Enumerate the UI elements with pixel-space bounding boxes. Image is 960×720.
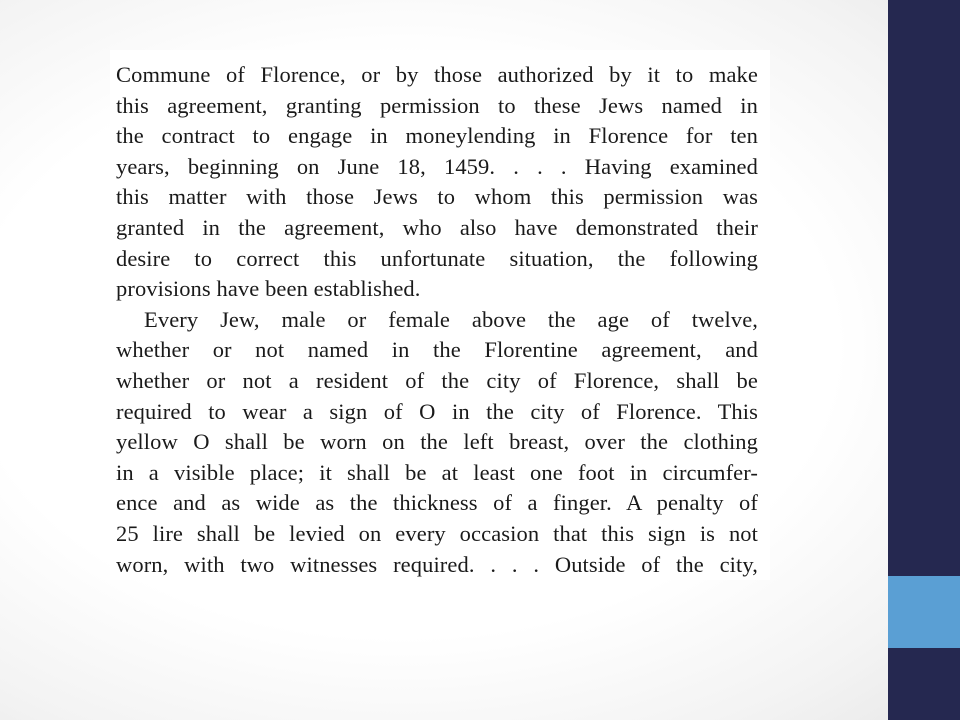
text-line: whether or not a resident of the city of Florence, shall be <box>116 367 758 393</box>
text-line: years, beginning on June 18, 1459. . . . Having examined <box>116 153 758 179</box>
text-line: ence and as wide as the thickness of a finger. A penalty of <box>116 490 758 516</box>
text-line: Every Jew, male or female above the age of twelve, <box>144 306 758 332</box>
text-line: in a visible place; it shall be at least one foot in circumfer- <box>116 459 758 485</box>
text-line: provisions have been established. <box>116 276 421 302</box>
text-line: the contract to engage in moneylending in Florence for ten <box>116 123 758 149</box>
text-line: granted in the agreement, who also have demonstrated their <box>116 214 758 240</box>
text-line: required to wear a sign of O in the city of Florence. This <box>116 398 758 424</box>
accent-block <box>888 576 960 648</box>
document-excerpt <box>116 60 758 580</box>
text-line: this matter with those Jews to whom this permission was <box>116 184 758 210</box>
text-line: yellow O shall be worn on the left breast, over the clothing <box>116 429 758 455</box>
text-line: desire to correct this unfortunate situation, the following <box>116 245 758 271</box>
text-line: this agreement, granting permission to these Jews named in <box>116 92 758 118</box>
text-line: worn, with two witnesses required. . . . Outside of the city, <box>116 551 758 577</box>
text-line: 25 lire shall be levied on every occasion that this sign is not <box>116 520 758 546</box>
text-line: Commune of Florence, or by those authorized by it to make <box>116 62 758 87</box>
text-line: whether or not named in the Florentine agreement, and <box>116 337 758 363</box>
excerpt-paragraph-2 <box>116 305 758 580</box>
excerpt-paragraph-1 <box>116 60 758 305</box>
